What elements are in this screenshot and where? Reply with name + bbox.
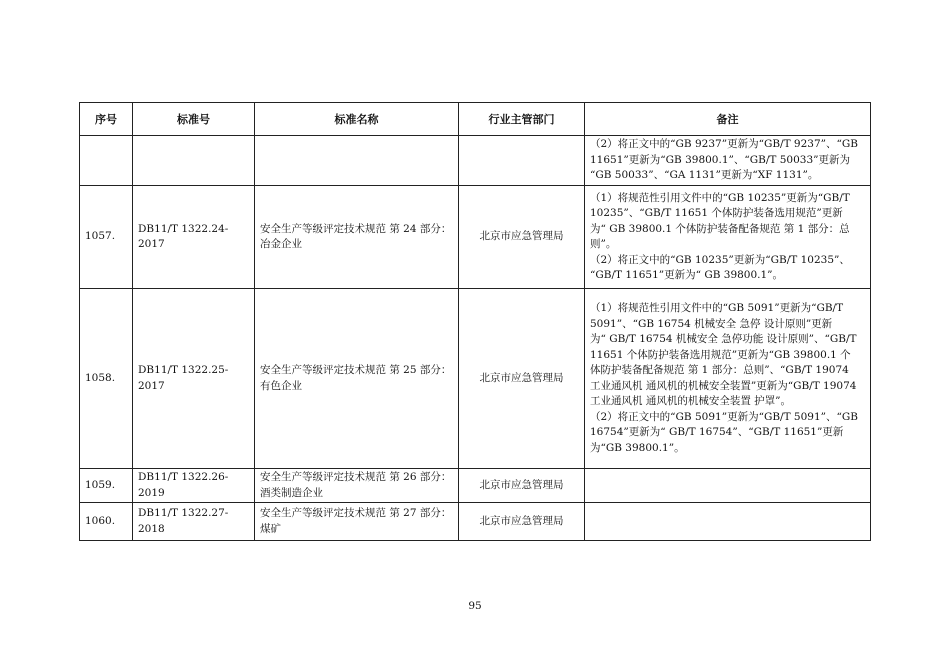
remark-line: 工业通风机 通风机的机械安全装置”更新为“GB/T 19074 <box>590 379 857 392</box>
remark-line: 11651 个体防护装备选用规范”更新为“GB 39800.1 个 <box>590 348 851 361</box>
row-seq-cell: 1059. <box>80 469 133 503</box>
row-standard-name-cell: 安全生产等级评定技术规范 第 25 部分：有色企业 <box>255 289 459 469</box>
row-standard-number-cell: DB11/T 1322.24-2017 <box>133 186 255 289</box>
header-standard-name: 标准名称 <box>255 103 459 136</box>
table-row <box>80 186 871 289</box>
standards-table <box>79 102 871 541</box>
row-seq-cell: 1057. <box>80 186 133 289</box>
remark-line: （1）将规范性引用文件中的“GB 5091”更新为“GB/T <box>590 302 844 314</box>
remark-line: 为“ GB 39800.1 个体防护装备配备规范 第 1 部分：总 <box>590 222 850 235</box>
remark-line: （1）将规范性引用文件中的“GB 10235”更新为“GB/T <box>590 191 850 204</box>
row-standard-name-cell: 安全生产等级评定技术规范 第 26 部分：酒类制造企业 <box>255 469 459 503</box>
row-department-cell: 北京市应急管理局 <box>459 503 585 541</box>
remark-line: 11651”更新为“GB 39800.1”、“GB/T 50033”更新为 <box>590 153 850 166</box>
remark-line: 则”。 <box>590 238 617 250</box>
remark-line: 体防护装备配备规范 第 1 部分：总则”、“GB/T 19074 <box>590 364 849 376</box>
remark-line: “GB 50033”、“GA 1131”更新为“XF 1131”。 <box>590 169 819 182</box>
row-standard-number-cell: DB11/T 1322.25-2017 <box>133 289 255 469</box>
header-department: 行业主管部门 <box>459 103 585 136</box>
remark-line: 16754”更新为“ GB/T 16754”、“GB/T 11651”更新 <box>590 426 844 438</box>
remark-line: 为“ GB/T 16754 机械安全 急停功能 设计原则”、“GB/T <box>590 333 857 345</box>
remark-line: 10235”、“GB/T 11651 个体防护装备选用规范”更新 <box>590 207 843 219</box>
row-department-cell: 北京市应急管理局 <box>459 186 585 289</box>
table-row <box>80 136 871 186</box>
row-seq-cell: 1060. <box>80 503 133 541</box>
row-remarks-cell <box>585 289 871 469</box>
table-header-row <box>80 103 871 136</box>
remark-line: （2）将正文中的“GB 5091”更新为“GB/T 5091”、“GB <box>590 410 858 423</box>
header-seq: 序号 <box>80 103 133 136</box>
row-seq-cell <box>80 136 133 186</box>
header-remarks: 备注 <box>585 103 871 136</box>
row-standard-number-cell: DB11/T 1322.26-2019 <box>133 469 255 503</box>
table-row <box>80 469 871 503</box>
remark-line: （2）将正文中的“GB 9237”更新为“GB/T 9237”、“GB <box>590 138 858 151</box>
row-standard-name-cell <box>255 136 459 186</box>
row-department-cell: 北京市应急管理局 <box>459 289 585 469</box>
row-standard-number-cell: DB11/T 1322.27-2018 <box>133 503 255 541</box>
table-row <box>80 503 871 541</box>
row-standard-name-cell: 安全生产等级评定技术规范 第 27 部分：煤矿 <box>255 503 459 541</box>
row-remarks-cell <box>585 186 871 289</box>
row-remarks-cell <box>585 136 871 186</box>
remark-line: 工业通风机 通风机的机械安全装置 护罩”。 <box>590 395 792 407</box>
header-standard-number: 标准号 <box>133 103 255 136</box>
row-standard-name-cell: 安全生产等级评定技术规范 第 24 部分：冶金企业 <box>255 186 459 289</box>
table-row <box>80 289 871 469</box>
row-department-cell: 北京市应急管理局 <box>459 469 585 503</box>
remark-line: “GB/T 11651”更新为“ GB 39800.1”。 <box>590 269 784 281</box>
row-seq-cell: 1058. <box>80 289 133 469</box>
row-standard-number-cell <box>133 136 255 186</box>
row-remarks-cell <box>585 503 871 541</box>
remark-line: 为“GB 39800.1”。 <box>590 441 685 454</box>
page-number: 95 <box>468 600 482 612</box>
row-remarks-cell <box>585 469 871 503</box>
remark-line: 5091”、“GB 16754 机械安全 急停 设计原则”更新 <box>590 317 833 330</box>
row-department-cell <box>459 136 585 186</box>
remark-line: （2）将正文中的“GB 10235”更新为“GB/T 10235”、 <box>590 253 850 266</box>
